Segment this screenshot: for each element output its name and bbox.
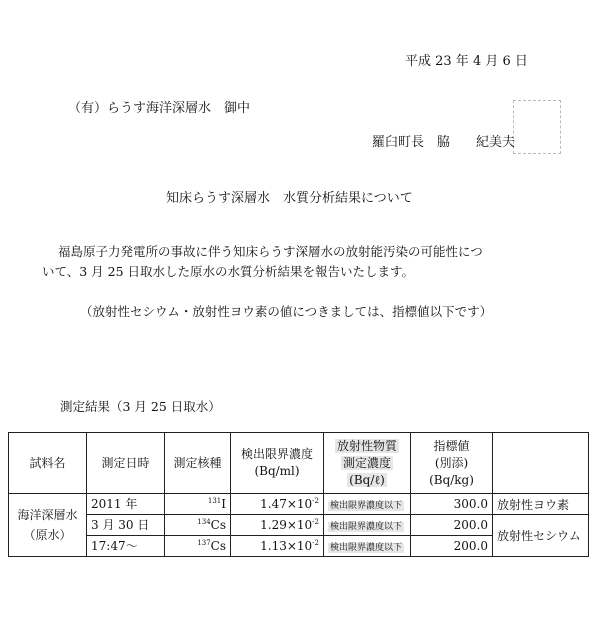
detection-limit-exponent: -2	[312, 518, 319, 526]
header-date: 測定日時	[87, 433, 165, 494]
detection-limit-cell	[231, 536, 324, 557]
detection-limit-exponent: -2	[312, 497, 319, 505]
result-cell	[324, 536, 411, 557]
header-concentration-label-2: 測定濃度	[342, 455, 391, 470]
header-guideline-label: 指標値	[433, 438, 470, 453]
header-category	[493, 433, 589, 494]
document-date: 平成 23 年 4 月 6 日	[405, 54, 528, 69]
header-guideline-label-2: (別添)	[434, 455, 469, 470]
guideline-value: 200.0	[411, 536, 493, 557]
header-detection-limit	[231, 433, 324, 494]
measure-date-line-1: 2011 年	[87, 494, 165, 515]
nuclide-mass: 131	[207, 497, 222, 505]
official-seal	[513, 100, 561, 154]
header-guideline	[411, 433, 493, 494]
guideline-value: 300.0	[411, 494, 493, 515]
nuclide-cell	[165, 536, 231, 557]
result-value: 検出限界濃度以下	[330, 522, 403, 532]
table-header-row	[9, 433, 589, 494]
header-detection-limit-label: 検出限界濃度	[240, 447, 313, 461]
nuclide-element: Cs	[210, 539, 226, 553]
table-row	[9, 494, 589, 515]
guideline-value: 200.0	[411, 515, 493, 536]
results-table	[8, 432, 589, 557]
category-cesium: 放射性セシウム	[493, 515, 589, 557]
detection-limit-cell	[231, 494, 324, 515]
sample-name-line-2: （原水）	[23, 528, 72, 542]
document-subject: 知床らうす深層水 水質分析結果について	[166, 191, 413, 206]
table-row	[9, 515, 589, 536]
body-text-line-1: 福島原子力発電所の事故に伴う知床らうす深層水の放射能汚染の可能性につ	[58, 244, 483, 259]
nuclide-mass: 137	[197, 539, 211, 547]
table-caption: 測定結果（3 月 25 日取水）	[60, 399, 221, 414]
category-iodine: 放射性ヨウ素	[493, 494, 589, 515]
result-value: 検出限界濃度以下	[330, 543, 403, 553]
header-concentration-label: 放射性物質	[336, 438, 397, 453]
sender: 羅臼町長 脇 紀美夫	[372, 135, 516, 150]
sample-name-line-1: 海洋深層水	[17, 508, 78, 522]
result-cell	[324, 515, 411, 536]
detection-limit-value: 1.47×10	[260, 497, 313, 511]
recipient: （有）らうす海洋深層水 御中	[68, 101, 251, 116]
sample-name-cell	[9, 494, 87, 557]
detection-limit-exponent: -2	[312, 539, 319, 547]
detection-limit-value: 1.13×10	[260, 539, 313, 553]
header-guideline-unit: (Bq/kg)	[429, 472, 474, 487]
header-concentration-unit: (Bq/ℓ)	[349, 472, 385, 487]
header-sample: 試料名	[9, 433, 87, 494]
nuclide-element: Cs	[210, 518, 226, 532]
nuclide-element: I	[221, 497, 226, 511]
detection-limit-cell	[231, 515, 324, 536]
nuclide-cell	[165, 494, 231, 515]
header-detection-limit-unit: (Bq/ml)	[254, 464, 300, 478]
result-cell	[324, 494, 411, 515]
header-concentration	[324, 433, 411, 494]
nuclide-cell	[165, 515, 231, 536]
body-text-line-2: いて、3 月 25 日取水した原水の水質分析結果を報告いたします。	[42, 264, 415, 279]
header-nuclide: 測定核種	[165, 433, 231, 494]
nuclide-mass: 134	[197, 518, 211, 526]
result-value: 検出限界濃度以下	[330, 501, 403, 511]
detection-limit-value: 1.29×10	[260, 518, 313, 532]
measure-date-line-2: 3 月 30 日	[87, 515, 165, 536]
note-text: （放射性セシウム・放射性ヨウ素の値につきましては、指標値以下です）	[80, 304, 493, 319]
measure-date-line-3: 17:47～	[87, 536, 165, 557]
